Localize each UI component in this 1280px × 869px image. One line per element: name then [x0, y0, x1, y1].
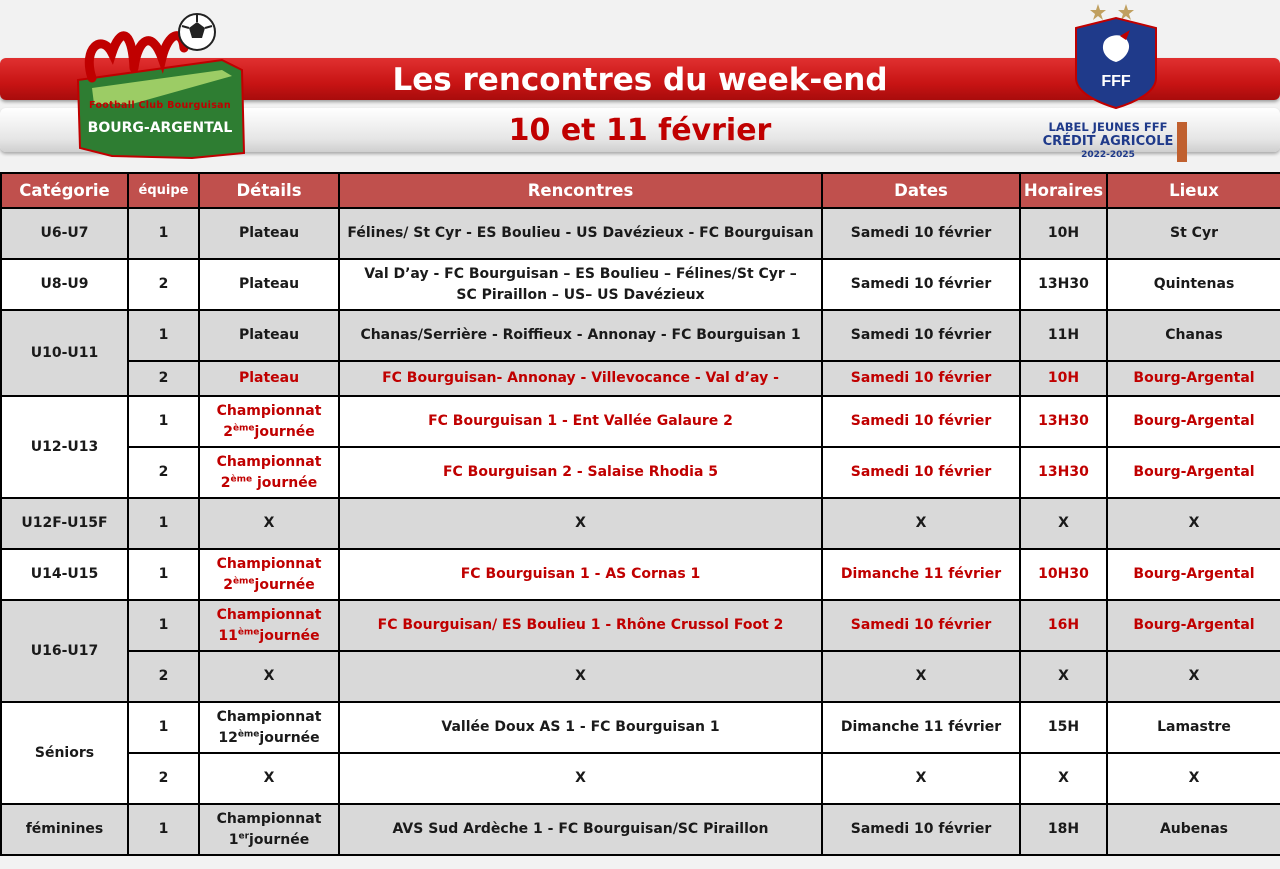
details-word: journée [252, 474, 318, 491]
schedule-table [0, 172, 1280, 856]
col-details: Détails [199, 173, 339, 208]
details-label: Championnat [216, 555, 322, 572]
row-place: X [1107, 753, 1280, 804]
row-time: 15H [1020, 702, 1107, 753]
row-match: Vallée Doux AS 1 - FC Bourguisan 1 [339, 702, 822, 753]
row-date: Dimanche 11 février [822, 702, 1020, 753]
row-place: Chanas [1107, 310, 1280, 361]
row-time: 13H30 [1020, 396, 1107, 447]
table-row [1, 804, 1280, 855]
row-details: Plateau [199, 259, 339, 310]
row-date: X [822, 651, 1020, 702]
row-date: Samedi 10 février [822, 804, 1020, 855]
page-subtitle: 10 et 11 février [508, 113, 772, 148]
table-row [1, 600, 1280, 651]
row-time: X [1020, 753, 1107, 804]
col-categorie: Catégorie [1, 173, 128, 208]
details-label: Championnat [216, 810, 322, 827]
row-category: U12F-U15F [1, 498, 128, 549]
row-place: X [1107, 651, 1280, 702]
row-time: X [1020, 498, 1107, 549]
details-word: journée [259, 729, 320, 746]
table-row [1, 396, 1280, 447]
row-details [199, 396, 339, 447]
row-time: 16H [1020, 600, 1107, 651]
details-suffix: ème [237, 626, 260, 637]
col-lieux: Lieux [1107, 173, 1280, 208]
row-match: FC Bourguisan 1 - AS Cornas 1 [339, 549, 822, 600]
details-round: 2 [223, 423, 233, 440]
row-match: X [339, 498, 822, 549]
table-row [1, 753, 1280, 804]
label-line-3: 2022-2025 [1081, 150, 1135, 160]
row-date: Dimanche 11 février [822, 549, 1020, 600]
row-match: FC Bourguisan 1 - Ent Vallée Galaure 2 [339, 396, 822, 447]
row-details [199, 549, 339, 600]
row-time: 13H30 [1020, 447, 1107, 498]
row-date: Samedi 10 février [822, 396, 1020, 447]
details-word: journée [254, 423, 315, 440]
row-match: FC Bourguisan- Annonay - Villevocance - Val d’ay - [339, 361, 822, 396]
row-place: Quintenas [1107, 259, 1280, 310]
row-date: X [822, 753, 1020, 804]
row-place: Bourg-Argental [1107, 600, 1280, 651]
details-suffix: ème [232, 575, 255, 586]
row-category: U14-U15 [1, 549, 128, 600]
row-details [199, 600, 339, 651]
details-label: Championnat [216, 453, 322, 470]
row-place: Bourg-Argental [1107, 447, 1280, 498]
row-team: 2 [128, 651, 199, 702]
row-match: FC Bourguisan/ ES Boulieu 1 - Rhône Crussol Foot 2 [339, 600, 822, 651]
fff-logo-icon [1068, 0, 1164, 110]
details-suffix: ème [232, 422, 255, 433]
row-team: 1 [128, 498, 199, 549]
row-details: Plateau [199, 208, 339, 259]
row-match: Chanas/Serrière - Roiffieux - Annonay - FC Bourguisan 1 [339, 310, 822, 361]
row-category: U12-U13 [1, 396, 128, 498]
row-date: Samedi 10 février [822, 208, 1020, 259]
row-time: 10H30 [1020, 549, 1107, 600]
row-time: 13H30 [1020, 259, 1107, 310]
row-match: X [339, 651, 822, 702]
row-place: Bourg-Argental [1107, 361, 1280, 396]
row-team: 2 [128, 259, 199, 310]
row-team: 1 [128, 310, 199, 361]
row-details: X [199, 753, 339, 804]
details-suffix: ème [230, 473, 253, 484]
row-details [199, 447, 339, 498]
details-word: journée [259, 627, 320, 644]
label-jeunes [1040, 120, 1176, 161]
row-place: Bourg-Argental [1107, 549, 1280, 600]
row-match: AVS Sud Ardèche 1 - FC Bourguisan/SC Piraillon [339, 804, 822, 855]
row-team: 1 [128, 804, 199, 855]
details-label: Championnat [216, 402, 322, 419]
row-category: Séniors [1, 702, 128, 804]
row-match: Félines/ St Cyr - ES Boulieu - US Davézieux - FC Bourguisan [339, 208, 822, 259]
table-row [1, 651, 1280, 702]
row-match: FC Bourguisan 2 - Salaise Rhodia 5 [339, 447, 822, 498]
row-place: St Cyr [1107, 208, 1280, 259]
table-header-row [1, 173, 1280, 208]
row-match: X [339, 753, 822, 804]
row-time: 10H [1020, 361, 1107, 396]
row-details: X [199, 651, 339, 702]
row-time: 10H [1020, 208, 1107, 259]
details-label: Championnat [216, 708, 322, 725]
fff-logo-text: FFF [1101, 73, 1131, 90]
row-category: U10-U11 [1, 310, 128, 396]
row-place: Lamastre [1107, 702, 1280, 753]
label-line-1: LABEL JEUNES FFF [1048, 120, 1168, 134]
row-place: Aubenas [1107, 804, 1280, 855]
details-suffix: ème [237, 728, 260, 739]
details-suffix: er [238, 830, 250, 841]
row-team: 2 [128, 753, 199, 804]
details-round: 11 [218, 627, 238, 644]
row-time: 11H [1020, 310, 1107, 361]
row-category: féminines [1, 804, 128, 855]
row-team: 1 [128, 208, 199, 259]
details-word: journée [249, 831, 310, 848]
row-details: Plateau [199, 361, 339, 396]
header [0, 0, 1280, 172]
col-dates: Dates [822, 173, 1020, 208]
row-match: Val D’ay - FC Bourguisan – ES Boulieu – Félines/St Cyr – SC Piraillon – US– US Davézieux [339, 259, 822, 310]
row-date: X [822, 498, 1020, 549]
row-details: Plateau [199, 310, 339, 361]
details-round: 12 [218, 729, 238, 746]
row-details [199, 804, 339, 855]
row-place: Bourg-Argental [1107, 396, 1280, 447]
row-time: 18H [1020, 804, 1107, 855]
row-date: Samedi 10 février [822, 447, 1020, 498]
row-date: Samedi 10 février [822, 310, 1020, 361]
col-equipe: équipe [128, 173, 199, 208]
details-round: 2 [223, 576, 233, 593]
row-category: U8-U9 [1, 259, 128, 310]
page-title: Les rencontres du week-end [392, 62, 888, 98]
row-date: Samedi 10 février [822, 361, 1020, 396]
col-rencontres: Rencontres [339, 173, 822, 208]
row-details [199, 702, 339, 753]
details-round: 2 [220, 474, 231, 491]
row-place: X [1107, 498, 1280, 549]
row-team: 1 [128, 549, 199, 600]
club-name: Football Club Bourguisan [89, 100, 231, 111]
table-row [1, 259, 1280, 310]
details-round: 1 [228, 831, 239, 848]
label-tag [1177, 122, 1187, 162]
table-row [1, 447, 1280, 498]
row-team: 1 [128, 396, 199, 447]
details-word: journée [254, 576, 315, 593]
col-horaires: Horaires [1020, 173, 1107, 208]
table-row [1, 702, 1280, 753]
table-row [1, 498, 1280, 549]
club-town: BOURG-ARGENTAL [82, 117, 238, 139]
table-row [1, 208, 1280, 259]
row-team: 1 [128, 600, 199, 651]
details-label: Championnat [216, 606, 322, 623]
table-row [1, 549, 1280, 600]
row-team: 2 [128, 447, 199, 498]
row-team: 2 [128, 361, 199, 396]
table-row [1, 361, 1280, 396]
row-team: 1 [128, 702, 199, 753]
table-row [1, 310, 1280, 361]
row-date: Samedi 10 février [822, 600, 1020, 651]
row-category: U16-U17 [1, 600, 128, 702]
row-time: X [1020, 651, 1107, 702]
row-date: Samedi 10 février [822, 259, 1020, 310]
label-line-2: CRÉDIT AGRICOLE [1042, 134, 1174, 149]
row-category: U6-U7 [1, 208, 128, 259]
row-details: X [199, 498, 339, 549]
